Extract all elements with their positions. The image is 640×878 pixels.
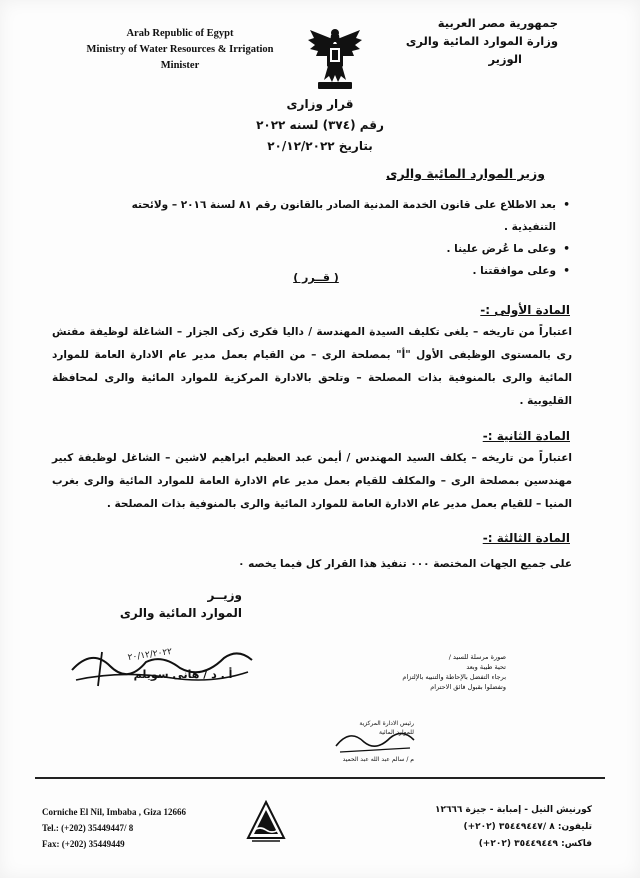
copy-note-line: تحية طيبة وبعد bbox=[466, 663, 506, 671]
decision-label: ( قــرر ) bbox=[293, 271, 339, 284]
article-3-heading: المادة الثالثة :- bbox=[482, 531, 570, 545]
minister-heading: وزير الموارد المائية والرى bbox=[386, 166, 545, 181]
copy-note-line: صورة مرسلة للسيد / bbox=[448, 653, 506, 661]
letterhead-arabic bbox=[348, 14, 558, 68]
ministry-logo-icon bbox=[246, 800, 286, 844]
preamble-item: • بعد الاطلاع على قانون الخدمة المدنية الصادر بالقانون رقم ٨١ لسنة ٢٠١٦ – ولائحته التنفيذية . bbox=[110, 194, 570, 238]
letterhead-ar-office: الوزير bbox=[488, 52, 522, 66]
decree-title: قرار وزارى bbox=[286, 97, 354, 111]
copy-note-line: برجاء التفضل بالإحاطة والتنبيه بالإلتزام bbox=[402, 673, 506, 681]
decree-date: بتاريخ ٢٠/١٢/٢٠٢٢ bbox=[267, 139, 373, 153]
footer-en-tel: Tel.: (+202) 35449447/ 8 bbox=[42, 823, 134, 833]
article-2-text: اعتباراً من تاريخه – يكلف السيد المهندس / أيمن عبد العظيم ابراهيم لاشين – الشاغل لوظيفة كبير مهندسين بمصلحة الرى – والمكلف للقيام بعمل مدير عام الادارة العامة للموارد المائية والرى بغرب المنيا – للقيام بعمل مدير عام الادارة العامة للموارد المائية والرى بالمنوفية بذات المصلحة . bbox=[52, 452, 572, 510]
preamble-item: • وعلى ما عُرض علينا . bbox=[110, 238, 570, 260]
footer-ar-address: كورنيش النيل - إمبابة - جيزة ١٢٦٦٦ bbox=[434, 805, 592, 815]
article-3-text: على جميع الجهات المختصة ٠٠٠ تنفيذ هذا القرار كل فيما يخصه ٠ bbox=[238, 558, 572, 570]
article-2-heading: المادة الثانية :- bbox=[482, 429, 570, 443]
footer-en-address: Corniche El Nil, Imbaba , Giza 12666 bbox=[42, 807, 187, 817]
decree-number: رقم (٣٧٤) لسنه ٢٠٢٢ bbox=[256, 118, 384, 132]
signature-title-line: الموارد المائية والرى bbox=[119, 606, 242, 620]
small-signature bbox=[330, 722, 420, 758]
preamble-item: • وعلى موافقتنا . bbox=[110, 260, 570, 282]
head-note-line: رئيس الادارة المركزية bbox=[359, 720, 414, 727]
footer-ar-fax: فاكس: ٣٥٤٤٩٤٤٩ (٢٠٢+) bbox=[478, 839, 592, 849]
article-1-heading: المادة الأولى :- bbox=[480, 303, 570, 317]
head-note-line: للموارد المائية bbox=[378, 729, 414, 736]
letterhead-en-ministry: Ministry of Water Resources & Irrigation bbox=[86, 44, 274, 55]
article-1-text: اعتباراً من تاريخه – يلغى تكليف السيدة المهندسة / داليا فكرى زكى الجزار – الشاغلة لوظيفة مفتش رى بالمستوى الوظيفى الأول "أ" بمصلحة الرى – من القيام بعمل مدير عام الادارة العامة للموارد المائية والرى بالمنوفية بذات المصلحة – وتلحق بالادارة المركزية للموارد المائية والرى لمحافظة القليوبية . bbox=[52, 326, 572, 407]
signer-name: أ . د / هانى سويلم bbox=[133, 668, 233, 681]
signature-title bbox=[92, 586, 242, 622]
footer-ar-tel: تليفون: ٨ /٣٥٤٤٩٤٤٧ (٢٠٢+) bbox=[463, 822, 592, 832]
footer-arabic bbox=[402, 802, 592, 853]
footer-en-fax: Fax: (+202) 35449449 bbox=[42, 839, 125, 849]
eagle-emblem-icon bbox=[306, 26, 364, 92]
letterhead-en-office: Minister bbox=[160, 60, 200, 71]
letterhead-en-country: Arab Republic of Egypt bbox=[126, 28, 234, 39]
footer-divider bbox=[35, 777, 605, 779]
copy-note bbox=[346, 652, 506, 692]
signature-date-scrawl: ٢٠/١٢/٢٠٢٢ bbox=[127, 646, 173, 664]
letterhead-ar-ministry: وزارة الموارد المائية والرى bbox=[405, 34, 558, 48]
signature-title-line: وزيــر bbox=[207, 588, 242, 602]
small-signature-name: م / سالم عبد الله عبد الحميد bbox=[342, 756, 414, 763]
letterhead-english bbox=[55, 26, 305, 74]
preamble-list bbox=[110, 194, 570, 282]
letterhead-ar-country: جمهورية مصر العربية bbox=[437, 16, 558, 30]
footer-english bbox=[42, 804, 242, 852]
decree-title-block bbox=[200, 94, 440, 157]
copy-note-line: وتفضلوا بقبول فائق الاحترام bbox=[430, 683, 506, 691]
